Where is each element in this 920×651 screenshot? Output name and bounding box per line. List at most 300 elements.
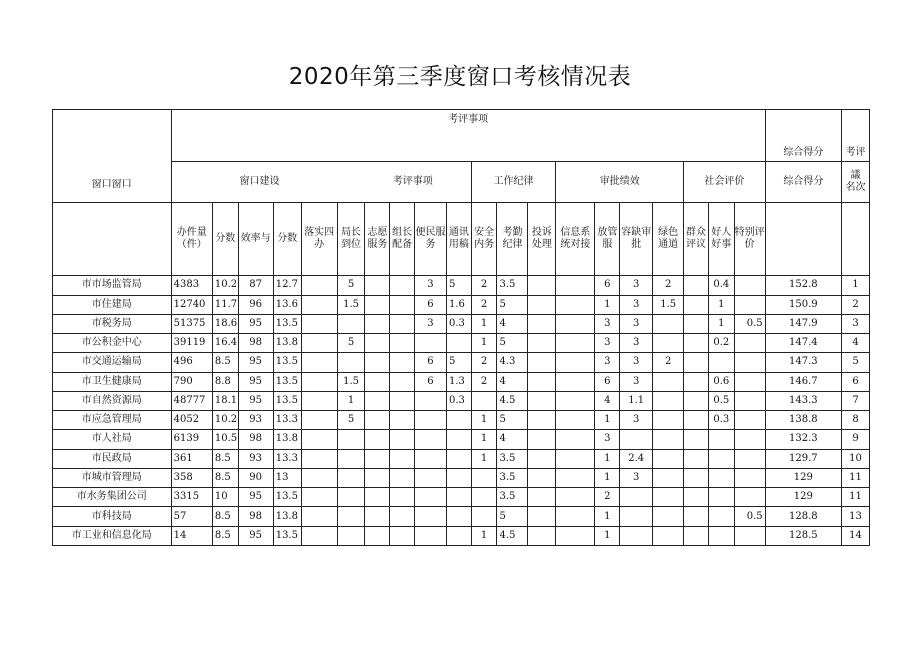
- cell-attendance: 4: [497, 430, 528, 449]
- cell-total: 128.8: [765, 507, 841, 526]
- cell-rank: 6: [842, 372, 870, 391]
- cell-special-eval: [734, 526, 765, 545]
- cell-rate: 96: [238, 295, 273, 314]
- cell-staffing: [390, 430, 415, 449]
- cell-attendance: 3.5: [497, 468, 528, 487]
- cell-total: 152.8: [765, 276, 841, 295]
- cell-score2: 13.3: [273, 411, 301, 430]
- cell-special-eval: [734, 391, 765, 410]
- cell-convenience: [414, 334, 446, 353]
- cell-news: [446, 430, 471, 449]
- cell-good-people: [708, 507, 734, 526]
- cell-complaint: [528, 372, 556, 391]
- cell-good-people: [708, 526, 734, 545]
- cell-complaint: [528, 295, 556, 314]
- cell-chief: 1.5: [337, 372, 365, 391]
- cell-delegation: 2: [595, 488, 620, 507]
- cell-rate: 98: [238, 507, 273, 526]
- table-row: [53, 276, 870, 295]
- col-public-eval: 群众评议: [684, 202, 709, 275]
- cell-info-system: [556, 430, 595, 449]
- cell-special-eval: [734, 468, 765, 487]
- cell-four: [301, 507, 337, 526]
- cell-info-system: [556, 314, 595, 333]
- cell-security: [471, 488, 497, 507]
- cell-rate: 95: [238, 391, 273, 410]
- cell-staffing: [390, 276, 415, 295]
- cell-tolerance: 3: [620, 334, 653, 353]
- cell-count: 790: [171, 372, 212, 391]
- cell-count: 14: [171, 526, 212, 545]
- cell-chief: [337, 526, 365, 545]
- cell-complaint: [528, 507, 556, 526]
- cell-green: 2: [653, 353, 684, 372]
- col-attendance: 考勤纪律: [497, 202, 528, 275]
- cell-security: 2: [471, 353, 497, 372]
- cell-volunteer: [365, 411, 390, 430]
- cell-attendance: 4.5: [497, 526, 528, 545]
- cell-info-system: [556, 488, 595, 507]
- cell-chief: [337, 488, 365, 507]
- cell-green: [653, 334, 684, 353]
- cell-complaint: [528, 468, 556, 487]
- cell-total: 128.5: [765, 526, 841, 545]
- col-security: 安全内务: [471, 202, 497, 275]
- cell-four: [301, 468, 337, 487]
- cell-complaint: [528, 430, 556, 449]
- cell-staffing: [390, 334, 415, 353]
- cell-score2: 13.3: [273, 449, 301, 468]
- cell-score1: 10.5: [212, 430, 238, 449]
- cell-score1: 10.2: [212, 411, 238, 430]
- cell-good-people: [708, 488, 734, 507]
- cell-info-system: [556, 526, 595, 545]
- cell-volunteer: [365, 334, 390, 353]
- cell-public-eval: [684, 430, 709, 449]
- cell-security: [471, 468, 497, 487]
- cell-info-system: [556, 507, 595, 526]
- cell-four: [301, 488, 337, 507]
- cell-good-people: [708, 468, 734, 487]
- cell-good-people: 0.6: [708, 372, 734, 391]
- cell-count: 496: [171, 353, 212, 372]
- cell-delegation: 1: [595, 295, 620, 314]
- cell-attendance: 3.5: [497, 449, 528, 468]
- cell-security: 1: [471, 526, 497, 545]
- col-news: 通讯用稿: [446, 202, 471, 275]
- cell-special-eval: [734, 372, 765, 391]
- cell-rate: 87: [238, 276, 273, 295]
- cell-score2: 13.5: [273, 526, 301, 545]
- cell-staffing: [390, 411, 415, 430]
- col-info-system: 信息系统对接: [556, 202, 595, 275]
- cell-total: 129: [765, 488, 841, 507]
- header-eval-items-2: 考评事项: [392, 175, 433, 187]
- cell-rank: 11: [842, 488, 870, 507]
- cell-score2: 13.8: [273, 334, 301, 353]
- cell-good-people: [708, 353, 734, 372]
- cell-complaint: [528, 391, 556, 410]
- cell-name: 市民政局: [53, 449, 172, 468]
- col-good-people: 好人好事: [708, 202, 734, 275]
- cell-complaint: [528, 411, 556, 430]
- cell-attendance: 4.3: [497, 353, 528, 372]
- table-row: [53, 314, 870, 333]
- header-window-label: 窗口窗口: [53, 178, 172, 251]
- header-rank: [842, 162, 870, 203]
- cell-delegation: 3: [595, 430, 620, 449]
- table-body: [53, 110, 870, 546]
- cell-attendance: 3.5: [497, 276, 528, 295]
- cell-public-eval: [684, 449, 709, 468]
- header-rank-b: 議: [850, 169, 861, 181]
- cell-name: 市卫生健康局: [53, 372, 172, 391]
- cell-security: 2: [471, 372, 497, 391]
- cell-green: [653, 526, 684, 545]
- cell-news: [446, 507, 471, 526]
- cell-green: [653, 488, 684, 507]
- cell-convenience: [414, 430, 446, 449]
- cell-chief: [337, 468, 365, 487]
- cell-green: 2: [653, 276, 684, 295]
- cell-total: 147.9: [765, 314, 841, 333]
- cell-complaint: [528, 276, 556, 295]
- cell-staffing: [390, 353, 415, 372]
- cell-good-people: 1: [708, 314, 734, 333]
- cell-four: [301, 295, 337, 314]
- header-total-score: 综合得分: [765, 162, 841, 203]
- col-convenience: 便民服务: [414, 202, 446, 275]
- col-chief: 局长到位: [337, 202, 365, 275]
- cell-security: 1: [471, 449, 497, 468]
- cell-info-system: [556, 276, 595, 295]
- cell-name: 市工业和信息化局: [53, 526, 172, 545]
- cell-attendance: 3.5: [497, 488, 528, 507]
- cell-four: [301, 449, 337, 468]
- cell-rate: 98: [238, 334, 273, 353]
- cell-good-people: 0.4: [708, 276, 734, 295]
- cell-info-system: [556, 449, 595, 468]
- cell-rank: 11: [842, 468, 870, 487]
- cell-rank: 8: [842, 411, 870, 430]
- cell-green: 1.5: [653, 295, 684, 314]
- col-four: 落实四办: [301, 202, 337, 275]
- cell-convenience: [414, 449, 446, 468]
- cell-convenience: 6: [414, 353, 446, 372]
- cell-complaint: [528, 314, 556, 333]
- cell-special-eval: [734, 488, 765, 507]
- cell-info-system: [556, 411, 595, 430]
- cell-chief: [337, 353, 365, 372]
- cell-chief: [337, 430, 365, 449]
- cell-convenience: [414, 411, 446, 430]
- cell-security: 2: [471, 295, 497, 314]
- cell-special-eval: 0.5: [734, 314, 765, 333]
- col-volunteer: 志愿服务: [365, 202, 390, 275]
- cell-staffing: [390, 488, 415, 507]
- cell-staffing: [390, 391, 415, 410]
- cell-rate: 93: [238, 449, 273, 468]
- cell-security: [471, 391, 497, 410]
- cell-four: [301, 526, 337, 545]
- cell-tolerance: 3: [620, 295, 653, 314]
- cell-rank: 10: [842, 449, 870, 468]
- cell-attendance: 5: [497, 295, 528, 314]
- cell-green: [653, 468, 684, 487]
- cell-tolerance: 3: [620, 276, 653, 295]
- col-special-eval: 特别评价: [734, 202, 765, 275]
- cell-rate: 93: [238, 411, 273, 430]
- cell-rate: 95: [238, 353, 273, 372]
- cell-tolerance: 3: [620, 411, 653, 430]
- cell-staffing: [390, 526, 415, 545]
- cell-score2: 13.8: [273, 507, 301, 526]
- cell-total: 129: [765, 468, 841, 487]
- cell-rank: 13: [842, 507, 870, 526]
- cell-convenience: 3: [414, 314, 446, 333]
- header-work-discipline: 工作纪律: [471, 162, 556, 203]
- cell-rate: 95: [238, 372, 273, 391]
- header-row-3: [53, 202, 870, 275]
- col-complaint: 投诉处理: [528, 202, 556, 275]
- header-window-build: [171, 162, 471, 203]
- cell-chief: [337, 507, 365, 526]
- cell-tolerance: [620, 526, 653, 545]
- cell-total: 138.8: [765, 411, 841, 430]
- table-row: [53, 353, 870, 372]
- cell-info-system: [556, 391, 595, 410]
- cell-green: [653, 372, 684, 391]
- cell-volunteer: [365, 314, 390, 333]
- cell-convenience: [414, 507, 446, 526]
- cell-four: [301, 314, 337, 333]
- table-row: [53, 468, 870, 487]
- cell-count: 4052: [171, 411, 212, 430]
- header-social: 社会评价: [684, 162, 766, 203]
- cell-special-eval: [734, 295, 765, 314]
- cell-public-eval: [684, 314, 709, 333]
- cell-count: 358: [171, 468, 212, 487]
- cell-delegation: 4: [595, 391, 620, 410]
- cell-name: 市科技局: [53, 507, 172, 526]
- cell-four: [301, 372, 337, 391]
- table-row: [53, 295, 870, 314]
- cell-name: 市自然资源局: [53, 391, 172, 410]
- cell-count: 57: [171, 507, 212, 526]
- page-title: 2020年第三季度窗口考核情况表: [288, 64, 632, 90]
- cell-count: 51375: [171, 314, 212, 333]
- cell-rank: 7: [842, 391, 870, 410]
- cell-rate: 90: [238, 468, 273, 487]
- cell-score1: 8.5: [212, 526, 238, 545]
- cell-news: 0.3: [446, 391, 471, 410]
- cell-staffing: [390, 295, 415, 314]
- cell-good-people: 0.3: [708, 411, 734, 430]
- table-row: [53, 430, 870, 449]
- cell-rank: 1: [842, 276, 870, 295]
- cell-name: 市市场监管局: [53, 276, 172, 295]
- col-rank-empty: [842, 202, 870, 275]
- table-row: [53, 526, 870, 545]
- col-score1: 分数: [212, 202, 238, 275]
- cell-staffing: [390, 372, 415, 391]
- cell-info-system: [556, 468, 595, 487]
- cell-attendance: 5: [497, 411, 528, 430]
- cell-info-system: [556, 372, 595, 391]
- cell-score1: 8.5: [212, 468, 238, 487]
- cell-convenience: 6: [414, 372, 446, 391]
- cell-score1: 8.5: [212, 449, 238, 468]
- cell-name: 市人社局: [53, 430, 172, 449]
- cell-score1: 10.2: [212, 276, 238, 295]
- cell-delegation: 3: [595, 353, 620, 372]
- cell-info-system: [556, 295, 595, 314]
- cell-rate: 95: [238, 526, 273, 545]
- cell-tolerance: 3: [620, 353, 653, 372]
- cell-convenience: [414, 391, 446, 410]
- cell-rate: 95: [238, 314, 273, 333]
- cell-name: 市住建局: [53, 295, 172, 314]
- cell-score1: 11.7: [212, 295, 238, 314]
- cell-score2: 13.6: [273, 295, 301, 314]
- cell-tolerance: 3: [620, 372, 653, 391]
- cell-four: [301, 430, 337, 449]
- cell-public-eval: [684, 295, 709, 314]
- cell-volunteer: [365, 488, 390, 507]
- cell-volunteer: [365, 391, 390, 410]
- cell-count: 48777: [171, 391, 212, 410]
- cell-tolerance: [620, 488, 653, 507]
- cell-green: [653, 411, 684, 430]
- cell-staffing: [390, 314, 415, 333]
- cell-complaint: [528, 449, 556, 468]
- col-total-empty: [765, 202, 841, 275]
- cell-name: 市水务集团公司: [53, 488, 172, 507]
- cell-news: [446, 488, 471, 507]
- cell-convenience: 3: [414, 276, 446, 295]
- cell-tolerance: 3: [620, 468, 653, 487]
- cell-score1: 8.8: [212, 372, 238, 391]
- cell-delegation: 1: [595, 449, 620, 468]
- cell-special-eval: 0.5: [734, 507, 765, 526]
- cell-chief: [337, 314, 365, 333]
- cell-info-system: [556, 334, 595, 353]
- cell-volunteer: [365, 372, 390, 391]
- cell-rate: 98: [238, 430, 273, 449]
- cell-green: [653, 391, 684, 410]
- cell-rate: 95: [238, 488, 273, 507]
- cell-volunteer: [365, 526, 390, 545]
- cell-score2: 13.5: [273, 372, 301, 391]
- cell-name: 市交通运输局: [53, 353, 172, 372]
- col-tolerance: 容缺审批: [620, 202, 653, 275]
- cell-news: 5: [446, 353, 471, 372]
- cell-public-eval: [684, 507, 709, 526]
- table-row: [53, 411, 870, 430]
- cell-attendance: 4: [497, 372, 528, 391]
- cell-score1: 8.5: [212, 507, 238, 526]
- cell-four: [301, 353, 337, 372]
- cell-count: 361: [171, 449, 212, 468]
- cell-news: [446, 526, 471, 545]
- cell-volunteer: [365, 449, 390, 468]
- cell-volunteer: [365, 430, 390, 449]
- cell-convenience: [414, 488, 446, 507]
- cell-volunteer: [365, 468, 390, 487]
- cell-score1: 8.5: [212, 353, 238, 372]
- cell-score1: 18.6: [212, 314, 238, 333]
- cell-chief: 5: [337, 334, 365, 353]
- cell-attendance: 5: [497, 334, 528, 353]
- cell-score2: 12.7: [273, 276, 301, 295]
- cell-score2: 13.5: [273, 353, 301, 372]
- cell-chief: 5: [337, 276, 365, 295]
- cell-count: 12740: [171, 295, 212, 314]
- header-eval-items: 考评事项: [171, 110, 765, 162]
- cell-complaint: [528, 488, 556, 507]
- cell-convenience: [414, 468, 446, 487]
- col-staffing: 组长配备: [390, 202, 415, 275]
- cell-good-people: 0.2: [708, 334, 734, 353]
- cell-delegation: 1: [595, 411, 620, 430]
- cell-info-system: [556, 353, 595, 372]
- cell-delegation: 6: [595, 276, 620, 295]
- cell-name: 市应急管理局: [53, 411, 172, 430]
- cell-volunteer: [365, 353, 390, 372]
- cell-rank: 9: [842, 430, 870, 449]
- cell-count: 3315: [171, 488, 212, 507]
- cell-special-eval: [734, 449, 765, 468]
- cell-score2: 13: [273, 468, 301, 487]
- header-rank-top: 考评: [842, 110, 870, 162]
- cell-total: 150.9: [765, 295, 841, 314]
- cell-tolerance: [620, 430, 653, 449]
- cell-total: 143.3: [765, 391, 841, 410]
- cell-delegation: 1: [595, 526, 620, 545]
- cell-delegation: 3: [595, 334, 620, 353]
- cell-public-eval: [684, 353, 709, 372]
- cell-total: 146.7: [765, 372, 841, 391]
- table-row: [53, 391, 870, 410]
- cell-score1: 18.1: [212, 391, 238, 410]
- cell-count: 39119: [171, 334, 212, 353]
- col-rate: 效率与: [238, 202, 273, 275]
- cell-chief: 1.5: [337, 295, 365, 314]
- cell-volunteer: [365, 295, 390, 314]
- cell-count: 4383: [171, 276, 212, 295]
- cell-special-eval: [734, 411, 765, 430]
- cell-chief: 1: [337, 391, 365, 410]
- cell-chief: 5: [337, 411, 365, 430]
- cell-good-people: [708, 449, 734, 468]
- cell-public-eval: [684, 334, 709, 353]
- cell-green: [653, 449, 684, 468]
- cell-score2: 13.5: [273, 391, 301, 410]
- cell-tolerance: 3: [620, 314, 653, 333]
- col-delegation: 放管服: [595, 202, 620, 275]
- cell-public-eval: [684, 488, 709, 507]
- cell-security: 2: [471, 276, 497, 295]
- cell-staffing: [390, 507, 415, 526]
- cell-news: [446, 334, 471, 353]
- cell-news: 5: [446, 276, 471, 295]
- header-row-2: [53, 162, 870, 203]
- cell-news: 0.3: [446, 314, 471, 333]
- cell-total: 132.3: [765, 430, 841, 449]
- cell-delegation: 1: [595, 507, 620, 526]
- cell-security: 1: [471, 314, 497, 333]
- cell-score1: 16.4: [212, 334, 238, 353]
